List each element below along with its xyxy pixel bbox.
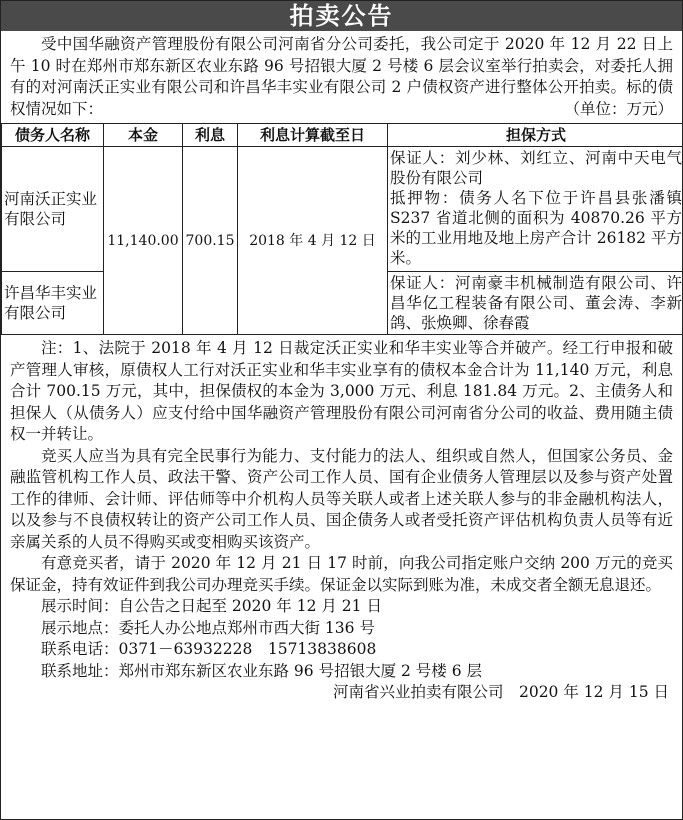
unit-label: （单位：万元） [564,99,673,118]
intro-paragraph [10,34,673,120]
header-cutoff-date: 利息计算截至日 [238,124,388,147]
header-principal: 本金 [104,124,183,147]
table-header-row [2,124,683,147]
collateral-text: 抵押物：债务人名下位于许昌县张潘镇 S237 省道北侧的面积为 40870.26 平方米的工业用地及地上房产合计 26182 平方米。 [390,189,682,267]
signature-line: 河南省兴业拍卖有限公司 2020 年 12 月 15 日 [332,683,669,701]
principal-cell: 11,140.00 [104,147,183,335]
claims-table [1,123,683,335]
guarantor-text: 保证人：刘少林、刘红立、河南中天电气股份有限公司 [390,149,682,187]
header-guarantee: 担保方式 [388,124,683,147]
guarantee-cell [388,272,683,335]
deposit-paragraph: 有意竞买者，请于 2020 年 12 月 21 日 17 时前，向我公司指定账户交纳 200 万元的竞买保证金，持有效证件到我公司办理竞买手续。保证金以实际到账为准，未成交者全额无息退还。 [10,554,673,594]
debtor-name: 许昌华丰实业有限公司 [2,272,104,335]
body-section [1,335,682,704]
debtor-name: 河南沃正实业有限公司 [2,147,104,272]
display-place: 展示地点：委托人办公地点郑州市西大街 136 号 [41,618,375,637]
guarantee-cell [388,147,683,272]
intro-text: 受中国华融资产管理股份有限公司河南省分公司委托，我公司定于 2020 年 12 月 22 日上午 10 时在郑州市郑东新区农业东路 96 号招银大厦 2 号楼 6 层会议室举行拍卖会，对委托人拥有的对河南沃正实业有限公司和许昌华丰实业有限公司 2 户债权资产进行整体公开拍卖。标的债权情况如下： [10,35,673,118]
notice-title: 拍卖公告 [1,1,682,31]
header-debtor: 债务人名称 [2,124,104,147]
intro-section [1,31,682,120]
display-time: 展示时间：自公告之日起至 2020 年 12 月 21 日 [41,597,382,615]
contact-phone: 联系电话：0371－63932228 15713838608 [41,640,377,658]
table-row [2,147,683,272]
cutoff-date-cell: 2018 年 4 月 12 日 [238,147,388,335]
interest-cell: 700.15 [183,147,238,335]
eligibility-paragraph: 竞买人应当为具有完全民事行为能力、支付能力的法人、组织或自然人，但国家公务员、金融监管机构工作人员、政法干警、资产公司工作人员、国有企业债务人管理层以及参与资产处置工作的律师、会计师、评估师等中介机构人员等关联人或者上述关联人参与的非金融机构法人，以及参与不良债权转让的资产公司工作人员、国企债务人或者受托资产评估机构负责人员等有近亲属关系的人员不得购买或变相购买该资产。 [10,446,673,551]
note-paragraph: 注：1、法院于 2018 年 4 月 12 日裁定沃正实业和华丰实业等合并破产。经工行申报和破产管理人审核，原债权人工行对沃正实业和华丰实业享有的债权本金合计为 11,140 万元，利息合计 700.15 万元，其中，担保债权的本金为 3,000 万元、利息 181.84 万元。2、主债务人和担保人（从债务人）应支付给中国华融资产管理股份有限公司河南省分公司的收益、费用随主债权一并转让。 [10,339,673,443]
contact-address: 联系地址：郑州市郑东新区农业东路 96 号招银大厦 2 号楼 6 层 [41,661,483,680]
guarantor-text: 保证人：河南豪丰机械制造有限公司、许昌华亿工程装备有限公司、董会涛、李新鸽、张焕卿、徐春霞 [390,274,682,332]
header-interest: 利息 [183,124,238,147]
